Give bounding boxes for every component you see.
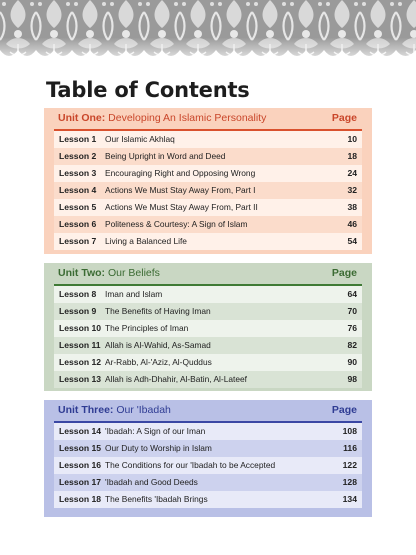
unit-title: [58, 404, 171, 416]
lesson-row[interactable]: [54, 474, 362, 491]
lesson-title: Encouraging Right and Opposing Wrong: [105, 168, 256, 178]
lesson-number: Lesson 4: [59, 185, 97, 195]
page-column-heading: Page: [331, 404, 357, 416]
lesson-title: Living a Balanced Life: [105, 236, 187, 246]
unit-title: [58, 267, 160, 279]
lesson-title: Politeness & Courtesy: A Sign of Islam: [105, 219, 248, 229]
unit-header: [44, 263, 372, 284]
unit-number: Unit One:: [58, 112, 106, 124]
lesson-number: Lesson 2: [59, 151, 97, 161]
lesson-row[interactable]: [54, 491, 362, 508]
lesson-row[interactable]: [54, 131, 362, 148]
lesson-row[interactable]: [54, 457, 362, 474]
lesson-title: The Principles of Iman: [105, 323, 189, 333]
lesson-row[interactable]: [54, 148, 362, 165]
lesson-number: Lesson 14: [59, 426, 102, 436]
lesson-row[interactable]: [54, 233, 362, 250]
lesson-number: Lesson 18: [59, 494, 102, 504]
lesson-page: 64: [347, 289, 357, 299]
lesson-row[interactable]: [54, 320, 362, 337]
lesson-row[interactable]: [54, 337, 362, 354]
lesson-page: 90: [347, 357, 357, 367]
lesson-title: Actions We Must Stay Away From, Part II: [105, 202, 258, 212]
lesson-page: 38: [347, 202, 357, 212]
lesson-page: 24: [347, 168, 357, 178]
lesson-page: 98: [347, 374, 357, 384]
lesson-page: 76: [347, 323, 357, 333]
lesson-page: 128: [342, 477, 357, 487]
page-title: Table of Contents: [46, 78, 250, 102]
lesson-page: 46: [347, 219, 357, 229]
ornamental-banner: [0, 0, 416, 68]
unit-number: Unit Three:: [58, 404, 114, 416]
lesson-number: Lesson 17: [59, 477, 102, 487]
lesson-page: 54: [347, 236, 357, 246]
lesson-title: Allah is Adh-Dhahir, Al-Batin, Al-Lateef: [105, 374, 247, 384]
unit-two-section: [44, 263, 372, 391]
lesson-page: 82: [347, 340, 357, 350]
lesson-row[interactable]: [54, 182, 362, 199]
lesson-number: Lesson 10: [59, 323, 102, 333]
lesson-row[interactable]: [54, 440, 362, 457]
lesson-title: 'Ibadah and Good Deeds: [105, 477, 198, 487]
unit-name: Our Beliefs: [107, 267, 160, 279]
lesson-row[interactable]: [54, 303, 362, 320]
lesson-row[interactable]: [54, 165, 362, 182]
lesson-title: Iman and Islam: [105, 289, 163, 299]
lesson-number: Lesson 7: [59, 236, 97, 246]
unit-three-section: [44, 400, 372, 517]
unit-number: Unit Two:: [58, 267, 106, 279]
unit-header: [44, 400, 372, 421]
lesson-page: 10: [347, 134, 357, 144]
lesson-title: The Benefits of Having Iman: [105, 306, 211, 316]
lesson-page: 116: [343, 443, 357, 453]
lesson-title: Actions We Must Stay Away From, Part I: [105, 185, 256, 195]
lesson-page: 32: [347, 185, 357, 195]
lesson-number: Lesson 5: [59, 202, 97, 212]
lesson-number: Lesson 13: [59, 374, 102, 384]
lesson-title: Ar-Rabb, Al-'Aziz, Al-Quddus: [105, 357, 212, 367]
lesson-row[interactable]: [54, 286, 362, 303]
lesson-row[interactable]: [54, 371, 362, 388]
unit-title: [58, 112, 266, 124]
unit-name: Our 'Ibadah: [116, 404, 171, 416]
lesson-title: 'Ibadah: A Sign of our Iman: [105, 426, 206, 436]
lesson-page: 18: [347, 151, 357, 161]
lesson-number: Lesson 6: [59, 219, 97, 229]
lesson-number: Lesson 1: [59, 134, 97, 144]
lesson-number: Lesson 16: [59, 460, 102, 470]
lesson-title: Allah is Al-Wahid, As-Samad: [105, 340, 211, 350]
arabesque-pattern-icon: [0, 0, 416, 68]
lesson-number: Lesson 15: [59, 443, 102, 453]
lesson-row[interactable]: [54, 216, 362, 233]
lesson-row[interactable]: [54, 354, 362, 371]
lesson-number: Lesson 9: [59, 306, 97, 316]
page-column-heading: Page: [331, 267, 357, 279]
unit-header: [44, 108, 372, 129]
lesson-title: Being Upright in Word and Deed: [105, 151, 226, 161]
unit-name: Developing An Islamic Personality: [108, 112, 267, 124]
lesson-title: The Conditions for our 'Ibadah to be Accepted: [105, 460, 276, 470]
page-column-heading: Page: [331, 112, 357, 124]
lesson-row[interactable]: [54, 199, 362, 216]
lesson-page: 70: [347, 306, 357, 316]
lesson-title: Our Islamic Akhlaq: [105, 134, 175, 144]
lesson-number: Lesson 12: [59, 357, 102, 367]
lesson-page: 134: [342, 494, 357, 504]
lesson-row[interactable]: [54, 423, 362, 440]
lesson-page: 108: [342, 426, 357, 436]
lesson-title: The Benefits 'Ibadah Brings: [105, 494, 208, 504]
lesson-number: Lesson 11: [59, 340, 101, 350]
lesson-page: 122: [342, 460, 357, 470]
lesson-number: Lesson 8: [59, 289, 97, 299]
lesson-number: Lesson 3: [59, 168, 97, 178]
unit-one-section: [44, 108, 372, 254]
lesson-title: Our Duty to Worship in Islam: [105, 443, 212, 453]
